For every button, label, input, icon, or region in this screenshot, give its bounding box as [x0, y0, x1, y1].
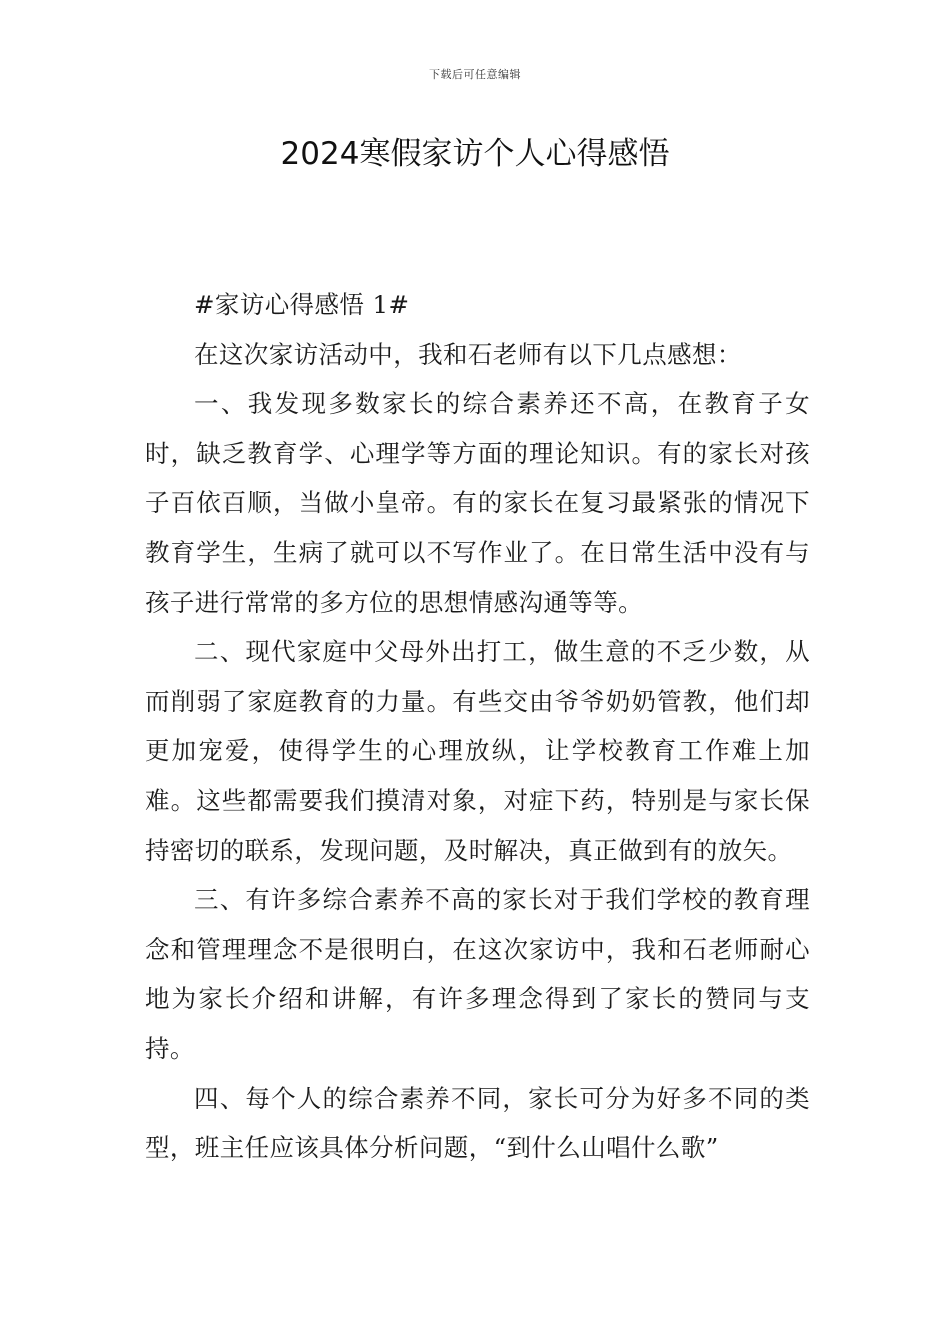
section-heading: #家访心得感悟 1# [194, 290, 410, 319]
body-paragraph: 三、有许多综合素养不高的家长对于我们学校的教育理念和管理理念不是很明白，在这次家访中，我和石老师耐心地为家长介绍和讲解，有许多理念得到了家长的赞同与支持。 [145, 885, 810, 1063]
document-title: 2024寒假家访个人心得感悟 [280, 136, 670, 172]
document-body [145, 280, 810, 1173]
header-note: 下载后可任意编辑 [429, 68, 521, 81]
body-paragraph: 二、现代家庭中父母外出打工，做生意的不乏少数，从而削弱了家庭教育的力量。有些交由爷爷奶奶管教，他们却更加宠爱，使得学生的心理放纵，让学校教育工作难上加难。这些都需要我们摸清对象，对症下药，特别是与家长保持密切的联系，发现问题，及时解决，真正做到有的放矢。 [145, 637, 810, 865]
body-paragraph: 在这次家访活动中，我和石老师有以下几点感想： [194, 339, 742, 369]
body-paragraph: 一、我发现多数家长的综合素养还不高，在教育子女时，缺乏教育学、心理学等方面的理论知识。有的家长对孩子百依百顺，当做小皇帝。有的家长在复习最紧张的情况下教育学生，生病了就可以不写作业了。在日常生活中没有与孩子进行常常的多方位的思想情感沟通等等。 [145, 389, 810, 617]
body-paragraph: 四、每个人的综合素养不同，家长可分为好多不同的类型，班主任应该具体分析问题，“到什么山唱什么歌” [145, 1083, 810, 1163]
